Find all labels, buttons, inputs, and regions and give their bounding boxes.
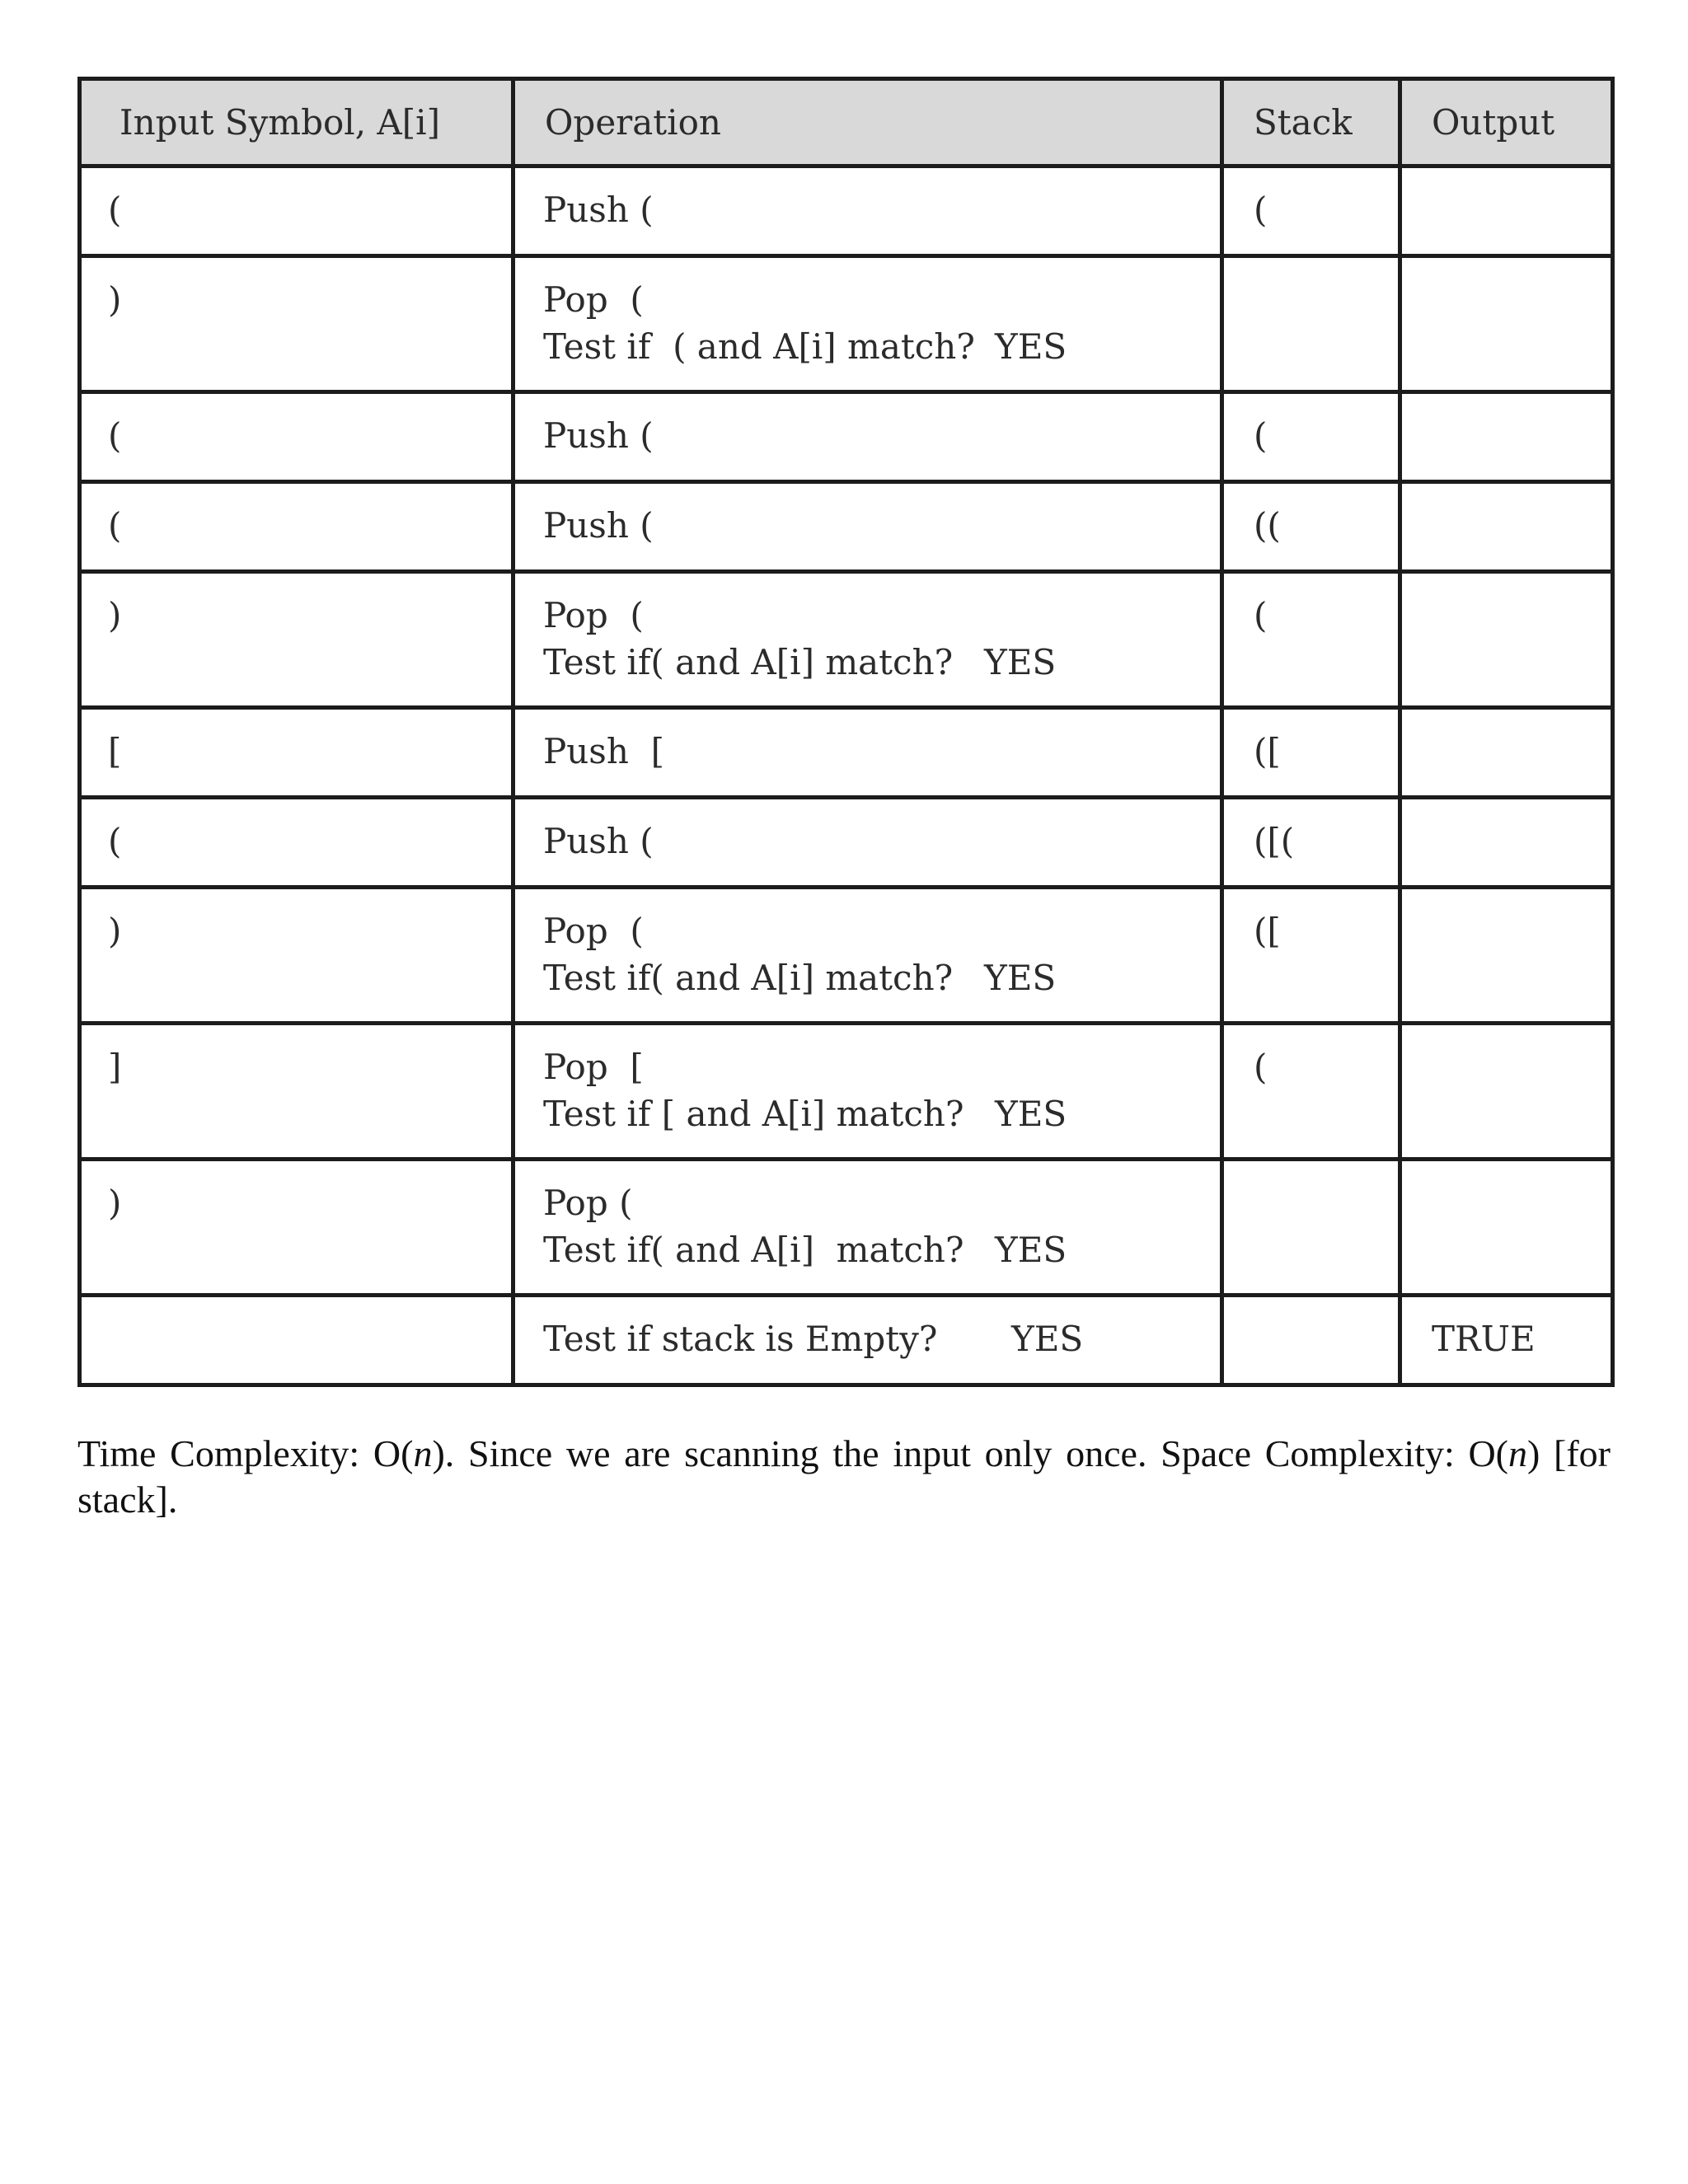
cell-operation: [513, 572, 1222, 708]
caption-part-3: ) [for stack].: [77, 1432, 1611, 1521]
table-row: [80, 256, 1613, 392]
header-input-symbol: Input Symbol, A[i]: [80, 79, 513, 166]
match-test: [543, 954, 1220, 1001]
cell-stack: [1222, 256, 1400, 392]
operation-text: Push (: [543, 415, 654, 456]
cell-stack: [1222, 1160, 1400, 1296]
cell-output: [1400, 798, 1613, 888]
empty-stack-test-result: YES: [1011, 1319, 1084, 1359]
cell-output: [1400, 482, 1613, 572]
cell-operation: [513, 888, 1222, 1024]
match-test-result: YES: [984, 958, 1057, 998]
empty-stack-test-text: Test if stack is Empty?: [543, 1319, 938, 1359]
cell-stack: (: [1222, 1024, 1400, 1160]
cell-input-symbol: (: [80, 392, 513, 482]
cell-stack: (: [1222, 572, 1400, 708]
operation-text: Pop (: [543, 911, 644, 951]
cell-stack: ([(: [1222, 798, 1400, 888]
cell-operation: [513, 1296, 1222, 1385]
cell-operation: [513, 166, 1222, 256]
caption-n-1: n: [413, 1432, 433, 1474]
cell-input-symbol: [: [80, 708, 513, 798]
cell-input-symbol: (: [80, 798, 513, 888]
table-header-row: [80, 79, 1613, 166]
cell-input-symbol: ): [80, 1160, 513, 1296]
cell-output: [1400, 708, 1613, 798]
caption-n-2: n: [1508, 1432, 1527, 1474]
cell-stack: ([: [1222, 888, 1400, 1024]
caption-part-1: Time Complexity: O(: [77, 1432, 414, 1474]
cell-output: [1400, 166, 1613, 256]
match-test-result: YES: [995, 1230, 1067, 1270]
match-test-text: Test if( and A[i] match?: [543, 642, 954, 682]
table-row: [80, 392, 1613, 482]
cell-operation: [513, 482, 1222, 572]
table-row: [80, 798, 1613, 888]
match-test-result: YES: [995, 326, 1067, 367]
table-row: [80, 1024, 1613, 1160]
cell-operation: [513, 256, 1222, 392]
match-test: [543, 1090, 1220, 1137]
caption-part-2: ). Since we are scanning the input only once. Space Complexity: O(: [432, 1432, 1508, 1474]
cell-operation: [513, 392, 1222, 482]
cell-stack: (: [1222, 166, 1400, 256]
cell-stack: (: [1222, 392, 1400, 482]
match-test: [543, 323, 1220, 370]
cell-output: [1400, 256, 1613, 392]
cell-output: [1400, 572, 1613, 708]
match-test-text: Test if ( and A[i] match?: [543, 326, 975, 367]
cell-output: [1400, 1160, 1613, 1296]
operation-text: Push (: [543, 505, 654, 546]
cell-input-symbol: (: [80, 482, 513, 572]
match-test-text: Test if( and A[i] match?: [543, 1230, 964, 1270]
cell-operation: [513, 1160, 1222, 1296]
cell-output: TRUE: [1400, 1296, 1613, 1385]
table-row: [80, 166, 1613, 256]
match-test-text: Test if [ and A[i] match?: [543, 1094, 964, 1134]
match-test-result: YES: [984, 642, 1057, 682]
operation-text: Push (: [543, 190, 654, 230]
table-row: [80, 482, 1613, 572]
cell-operation: [513, 798, 1222, 888]
cell-input-symbol: ]: [80, 1024, 513, 1160]
match-test-result: YES: [995, 1094, 1067, 1134]
cell-stack: ((: [1222, 482, 1400, 572]
cell-stack: ([: [1222, 708, 1400, 798]
complexity-caption: [77, 1431, 1611, 1523]
cell-output: [1400, 1024, 1613, 1160]
table-row: [80, 572, 1613, 708]
table-row: [80, 708, 1613, 798]
table-row: [80, 888, 1613, 1024]
operation-text: Pop (: [543, 279, 644, 320]
cell-operation: [513, 1024, 1222, 1160]
cell-output: [1400, 888, 1613, 1024]
cell-input-symbol: ): [80, 256, 513, 392]
cell-input-symbol: [80, 1296, 513, 1385]
table-row: [80, 1160, 1613, 1296]
cell-operation: [513, 708, 1222, 798]
header-stack: Stack: [1222, 79, 1400, 166]
operation-text: Pop (: [543, 595, 644, 635]
header-operation: Operation: [513, 79, 1222, 166]
operation-text: Pop (: [543, 1183, 633, 1223]
stack-trace-table-figure: [77, 77, 1611, 1387]
table-row: [80, 1296, 1613, 1385]
cell-input-symbol: (: [80, 166, 513, 256]
header-output: Output: [1400, 79, 1613, 166]
match-test: [543, 1226, 1220, 1273]
match-test-text: Test if( and A[i] match?: [543, 958, 954, 998]
cell-input-symbol: ): [80, 888, 513, 1024]
operation-text: Pop [: [543, 1047, 644, 1087]
cell-input-symbol: ): [80, 572, 513, 708]
operation-text: Push [: [543, 731, 664, 771]
stack-trace-table: [77, 77, 1615, 1387]
empty-stack-test: [543, 1315, 1220, 1362]
operation-text: Push (: [543, 821, 654, 861]
cell-stack: [1222, 1296, 1400, 1385]
cell-output: [1400, 392, 1613, 482]
match-test: [543, 639, 1220, 686]
